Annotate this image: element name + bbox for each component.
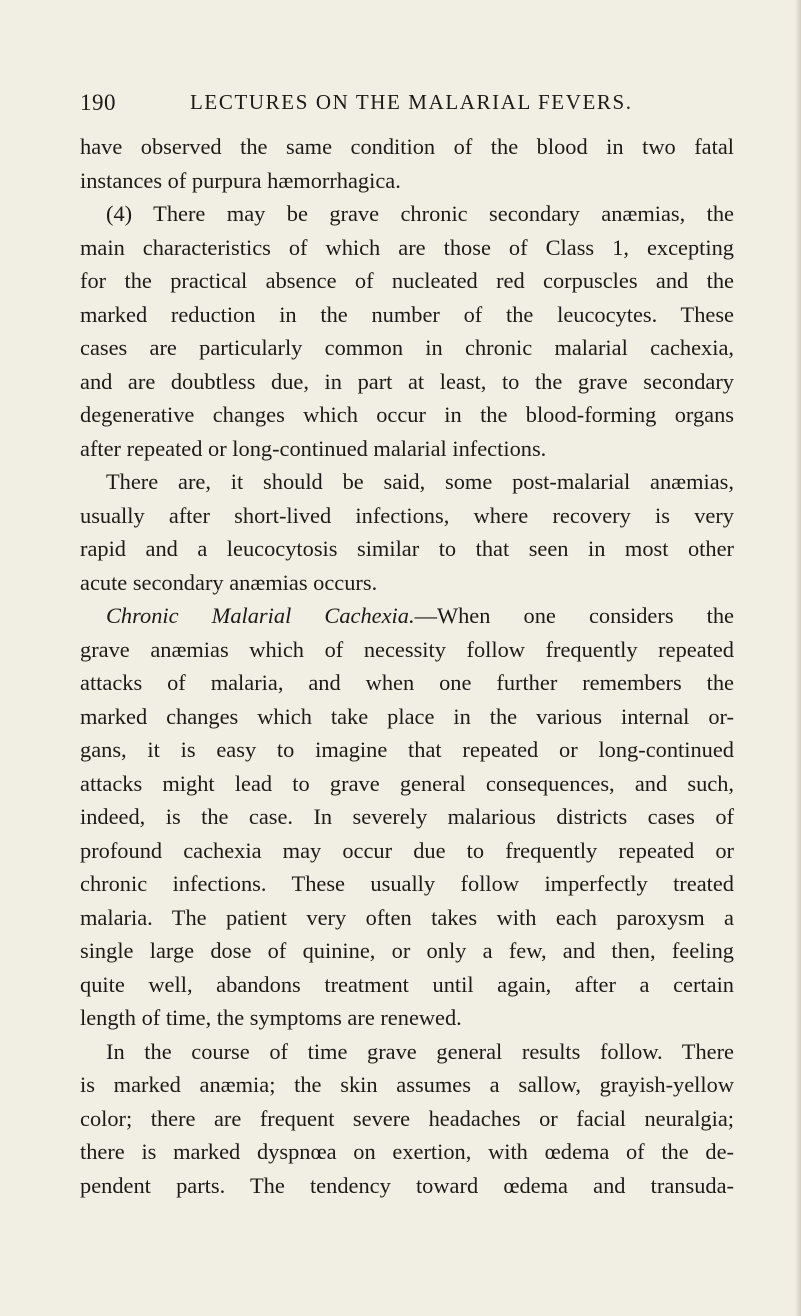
text-line-content: quite well, abandons treatment until again, after a certain bbox=[80, 971, 734, 997]
text-line-content: instances of purpura hæmorrhagica. bbox=[80, 167, 401, 193]
text-line-content: color; there are frequent severe headaches or facial neuralgia; bbox=[80, 1105, 734, 1131]
text-line bbox=[80, 968, 734, 1002]
text-line-content: acute secondary anæmias occurs. bbox=[80, 569, 378, 595]
text-line-content: profound cachexia may occur due to frequently repeated or bbox=[80, 837, 734, 863]
text-line bbox=[80, 164, 734, 198]
text-line bbox=[80, 264, 734, 298]
text-line bbox=[80, 633, 734, 667]
text-line-content: after repeated or long-continued malarial infections. bbox=[80, 435, 547, 461]
text-line-content: rapid and a leucocytosis similar to that seen in most other bbox=[80, 536, 734, 561]
section-heading-italic: Chronic Malarial Cachexia. bbox=[106, 603, 415, 628]
text-line-content: there is marked dyspnœa on exertion, with œdema of the de- bbox=[80, 1139, 734, 1164]
text-line bbox=[80, 1001, 734, 1035]
text-line bbox=[80, 867, 734, 901]
text-line-content: usually after short-lived infections, where recovery is very bbox=[80, 502, 734, 528]
text-line-content: degenerative changes which occur in the blood-forming organs bbox=[80, 402, 734, 427]
text-line-content: single large dose of quinine, or only a few, and then, feeling bbox=[80, 938, 734, 963]
text-line bbox=[80, 566, 734, 600]
text-line-content: cases are particularly common in chronic malarial cachexia, bbox=[80, 335, 734, 360]
text-line bbox=[80, 733, 734, 767]
text-line bbox=[80, 834, 734, 868]
text-line bbox=[80, 1068, 734, 1102]
text-line bbox=[80, 331, 734, 365]
body-text bbox=[80, 130, 734, 1202]
text-line bbox=[80, 934, 734, 968]
text-line-content: marked changes which take place in the various internal or- bbox=[80, 703, 734, 729]
text-line-content: is marked anæmia; the skin assumes a sallow, grayish-yellow bbox=[80, 1072, 734, 1097]
text-line-content: main characteristics of which are those of Class 1, excepting bbox=[80, 234, 734, 260]
running-head bbox=[80, 90, 730, 120]
text-line bbox=[80, 1135, 734, 1169]
text-line bbox=[80, 365, 734, 399]
text-line-content: have observed the same condition of the blood in two fatal bbox=[80, 134, 734, 159]
text-line-content: malaria. The patient very often takes with each paroxysm a bbox=[80, 904, 734, 930]
text-line-content: There are, it should be said, some post-malarial anæmias, bbox=[106, 469, 734, 494]
text-line bbox=[80, 1102, 734, 1136]
text-line bbox=[80, 532, 734, 566]
text-line-content: marked reduction in the number of the leucocytes. These bbox=[80, 301, 734, 327]
text-line bbox=[80, 231, 734, 265]
text-line-content: for the practical absence of nucleated red corpuscles and the bbox=[80, 268, 734, 293]
text-line-content: indeed, is the case. In severely malarious districts cases of bbox=[80, 804, 734, 829]
text-line bbox=[80, 901, 734, 935]
text-line-content: and are doubtless due, in part at least, to the grave secondary bbox=[80, 368, 734, 394]
page-edge-shadow bbox=[795, 0, 801, 1316]
text-line bbox=[80, 432, 734, 466]
text-line-content: gans, it is easy to imagine that repeated or long-continued bbox=[80, 737, 734, 762]
text-line bbox=[80, 298, 734, 332]
text-line-content: attacks might lead to grave general consequences, and such, bbox=[80, 770, 734, 796]
text-line bbox=[80, 1169, 734, 1203]
text-line bbox=[80, 398, 734, 432]
text-line bbox=[80, 499, 734, 533]
text-line-content: (4) There may be grave chronic secondary anæmias, the bbox=[106, 201, 734, 226]
page-number: 190 bbox=[80, 90, 116, 115]
text-line bbox=[80, 666, 734, 700]
text-line bbox=[80, 599, 734, 633]
text-line bbox=[80, 767, 734, 801]
text-line bbox=[80, 197, 734, 231]
text-line bbox=[80, 465, 734, 499]
text-line bbox=[80, 800, 734, 834]
text-line-content: In the course of time grave general results follow. There bbox=[106, 1038, 734, 1064]
text-line bbox=[80, 130, 734, 164]
text-line-content: grave anæmias which of necessity follow frequently repeated bbox=[80, 636, 734, 662]
text-line-content: length of time, the symptoms are renewed. bbox=[80, 1005, 462, 1030]
text-line-content: attacks of malaria, and when one further remembers the bbox=[80, 670, 734, 695]
text-line bbox=[80, 1035, 734, 1069]
text-line bbox=[80, 700, 734, 734]
text-line-content: —When one considers the bbox=[414, 603, 734, 628]
text-line-content: pendent parts. The tendency toward œdema and transuda- bbox=[80, 1172, 734, 1198]
running-title: LECTURES ON THE MALARIAL FEVERS. bbox=[190, 90, 633, 114]
text-line-content: chronic infections. These usually follow imperfectly treated bbox=[80, 871, 734, 896]
